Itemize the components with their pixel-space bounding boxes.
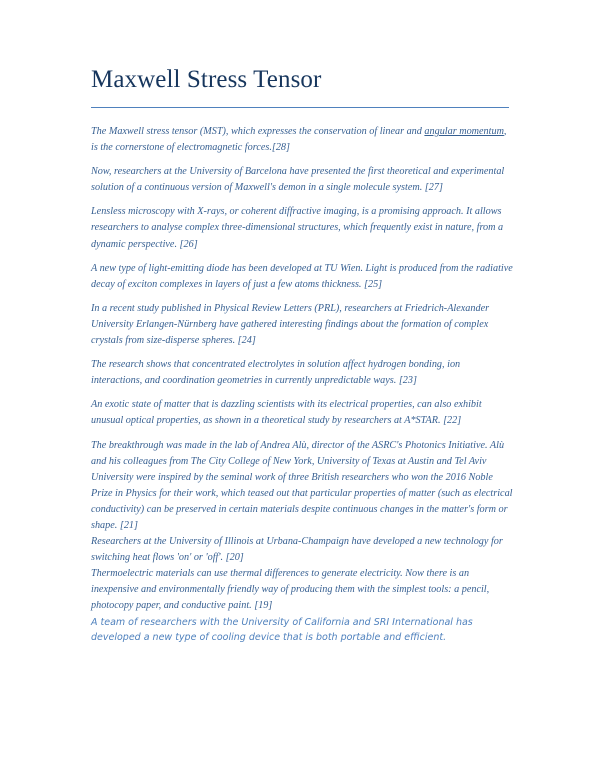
- paragraph-maxwells-demon: Now, researchers at the University of Barcelona have presented the first theoretical and experimental solution of a continuous version of Maxwell's demon in a single molecule system. [27]: [91, 166, 505, 194]
- paragraph-mst: [91, 124, 513, 156]
- document-body: [91, 124, 513, 646]
- paragraph-heat-switch: Researchers at the University of Illinois at Urbana-Champaign have developed a new technology for switching heat flows 'on' or 'off'. [20]: [91, 536, 503, 564]
- paragraph-photonics-breakthrough: The breakthrough was made in the lab of Andrea Alù, director of the ASRC's Photonics Initiative. Alù and his colleagues from The City College of New York, University of Texas at Austin and Tel Aviv University were inspired by the seminal work of three British researchers who won the 2016 Noble Prize in Physics for their work, which teased out that particular properties of matter (such as electrical conductivity) can be preserved in certain materials despite continuous changes in the matter's form or shape. [21]: [91, 439, 513, 531]
- paragraph-exotic-matter: An exotic state of matter that is dazzling scientists with its electrical properties, can also exhibit unusual optical properties, as shown in a theoretical study by researchers at A*STAR. [22]: [91, 399, 482, 427]
- angular-momentum-link[interactable]: angular momentum: [424, 126, 504, 137]
- paragraph-cooling-device: A team of researchers with the University of California and SRI International has developed a new type of cooling device that is both portable and efficient.: [91, 616, 473, 644]
- paragraph-thermoelectric: Thermoelectric materials can use thermal differences to generate electricity. Now there is an inexpensive and environmentally friendly way of producing them with the simplest tools: a pencil, photocopy paper, and conductive paint. [19]: [91, 568, 490, 612]
- paragraph-complex-crystals: In a recent study published in Physical Review Letters (PRL), researchers at Friedrich-Alexander University Erlangen-Nürnberg have gathered interesting findings about the formation of complex crystals from size-disperse spheres. [24]: [91, 302, 490, 347]
- title-underline: [91, 107, 509, 108]
- paragraph-electrolytes: The research shows that concentrated electrolytes in solution affect hydrogen bonding, ion interactions, and coordination geometries in currently unpredictable ways. [23]: [91, 359, 461, 387]
- paragraph-lensless-microscopy: Lensless microscopy with X-rays, or coherent diffractive imaging, is a promising approach. It allows researchers to analyse complex three-dimensional structures, which frequently exist in nature, from a dynamic perspective. [26]: [91, 206, 504, 250]
- paragraph-led: A new type of light-emitting diode has been developed at TU Wien. Light is produced from the radiative decay of exciton complexes in layers of just a few atoms thickness. [25]: [91, 262, 513, 290]
- page-title: Maxwell Stress Tensor: [91, 66, 322, 93]
- paragraph-text: The Maxwell stress tensor (MST), which expresses the conservation of linear and: [91, 126, 425, 137]
- paragraph-text: , is the cornerstone of electromagnetic forces.[28]: [91, 126, 507, 154]
